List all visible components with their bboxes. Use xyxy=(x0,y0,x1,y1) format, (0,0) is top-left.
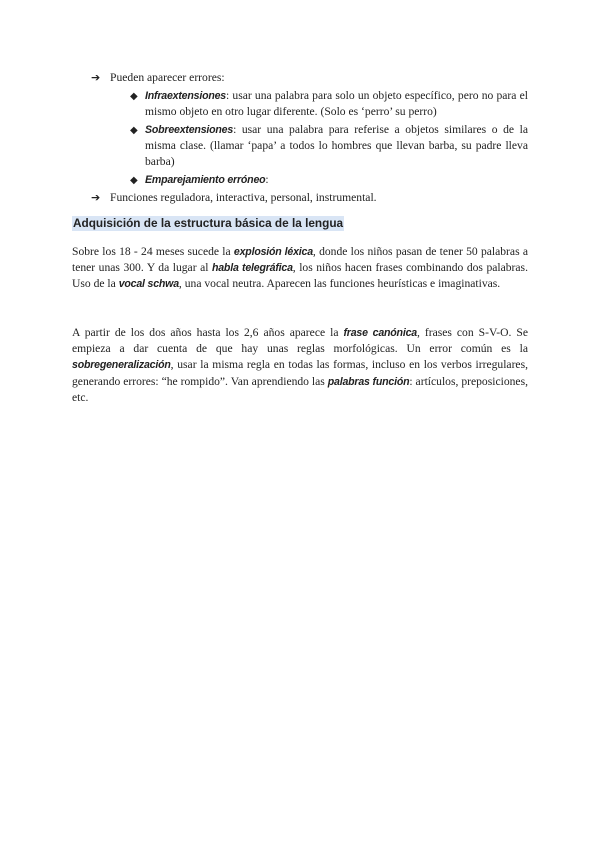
section-heading: Adquisición de la estructura básica de la lengua xyxy=(73,216,344,230)
diamond-bullet-icon: ◆ xyxy=(130,125,138,136)
text-run: , una vocal neutra. Aparecen las funciones heurísticas e imaginativas. xyxy=(178,277,501,291)
text-run: A partir de los dos años hasta los 2,6 años aparece la xyxy=(72,326,344,339)
arrow-bullet-icon: ➔ xyxy=(91,71,101,84)
term-explosion-lexica: explosión léxica xyxy=(233,246,313,258)
diamond-bullet-icon: ◆ xyxy=(130,91,138,102)
text-run: Sobre los 18 - 24 meses sucede la xyxy=(72,245,234,258)
bullet-errors-text: Pueden aparecer errores: xyxy=(110,71,225,84)
sub-bullet-sobreextensiones xyxy=(130,122,528,171)
sub-bullet-text: : usar una palabra para solo un objeto específico, pero no para el mismo objeto en otro lugar diferente. (Solo es ‘perro’ su perro) xyxy=(145,89,528,119)
bullet-functions-text: Funciones reguladora, interactiva, personal, instrumental. xyxy=(110,191,377,204)
paragraph-2 xyxy=(72,325,528,406)
text-run: , usar la misma regla en todas las formas, incluso en los verbos irregulares, generando errores: “he rompido”. Van aprendiendo las xyxy=(72,358,528,388)
term-sobreextensiones: Sobreextensiones xyxy=(145,124,234,136)
term-emparejamiento: Emparejamiento erróneo xyxy=(145,174,266,186)
text-run: , donde los niños pasan de tener 50 palabras a tener unas 300. Y da lugar al xyxy=(72,245,528,275)
term-vocal-schwa: vocal schwa xyxy=(118,278,179,291)
sub-bullet-emparejamiento xyxy=(130,172,528,188)
term-infraextensiones: Infraextensiones xyxy=(145,90,226,102)
text-run: , los niños hacen frases combinando dos palabras. Uso de la xyxy=(72,261,528,291)
term-habla-telegrafica: habla telegráfica xyxy=(211,262,293,275)
text-run: : artículos, preposiciones, etc. xyxy=(72,374,528,404)
paragraph-1 xyxy=(72,244,528,293)
sub-bullet-text: : usar una palabra para referise a objetos similares o de la misma clase. (llamar ‘papa’ a todos lo hombres que llevan barba, su padre lleva barba) xyxy=(145,123,528,169)
term-palabras-funcion: palabras función xyxy=(327,375,410,388)
sub-bullet-text: : xyxy=(265,173,269,186)
text-run: , frases con S-V-O. Se empieza a dar cuenta de que hay unas reglas morfológicas. Un error común es la xyxy=(72,326,528,356)
arrow-bullet-icon: ➔ xyxy=(91,191,101,204)
diamond-bullet-icon: ◆ xyxy=(130,175,138,186)
term-frase-canonica: frase canónica xyxy=(343,327,417,339)
sub-bullet-infraextensiones xyxy=(130,88,528,120)
term-sobregeneralizacion: sobregeneralización xyxy=(72,359,171,372)
